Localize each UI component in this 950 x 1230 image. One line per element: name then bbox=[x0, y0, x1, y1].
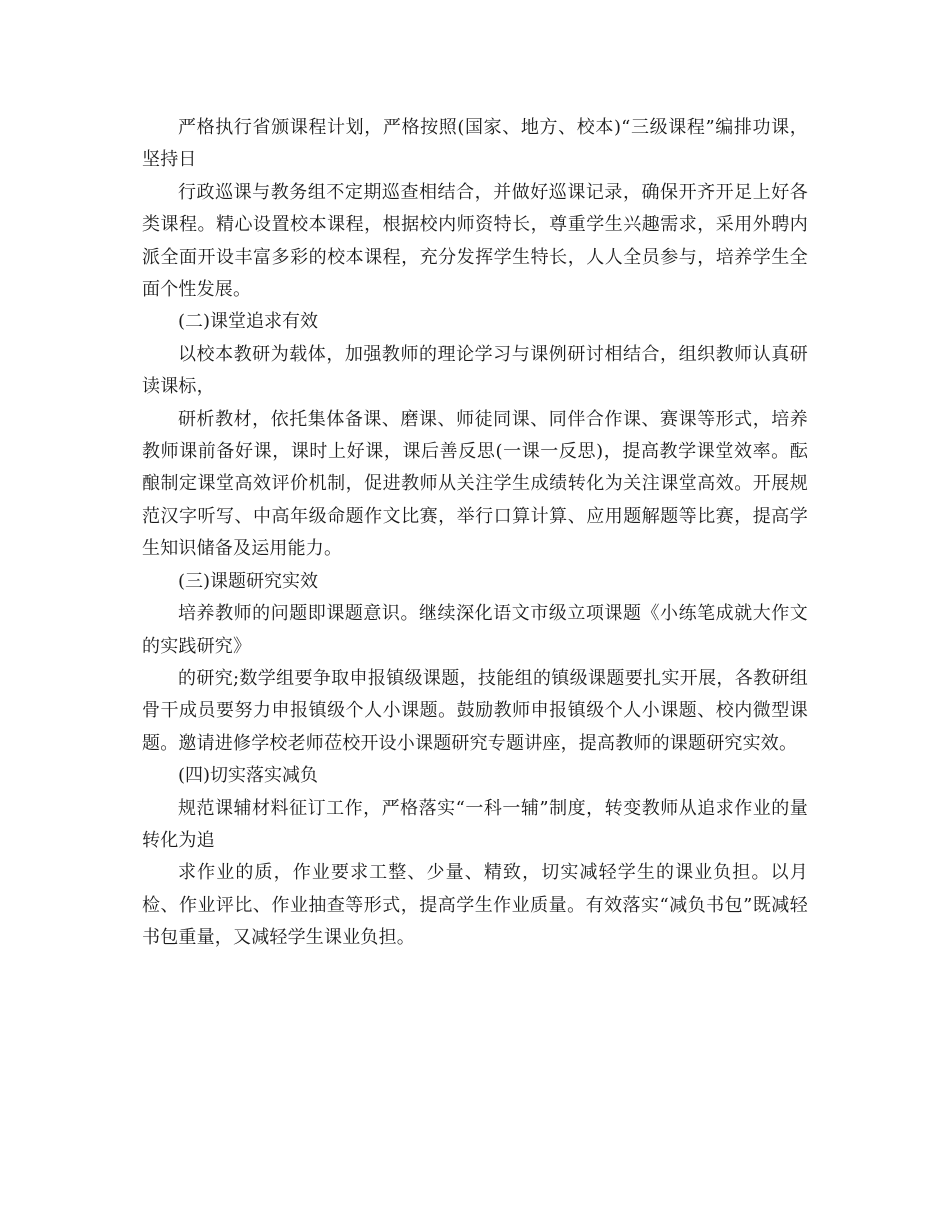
paragraph-curriculum-plan: 严格执行省颁课程计划，严格按照(国家、地方、校本)“三级课程”编排功课，坚持日 bbox=[142, 117, 808, 171]
paragraph-research-projects: 的研究;数学组要争取申报镇级课题，技能组的镇级课题要扎实开展，各教研组骨干成员要努力申报镇级个人小课题。鼓励教师申报镇级个人小课题、校内微型课题。邀请进修学校老师莅校开设小课题研究专题讲座，提高教师的课题研究实效。 bbox=[142, 667, 808, 754]
section-heading-research: (三)课题研究实效 bbox=[178, 570, 319, 592]
paragraph-materials: 规范课辅材料征订工作，严格落实“一科一辅”制度，转变教师从追求作业的量转化为追 bbox=[142, 797, 808, 851]
paragraph-homework-quality: 求作业的质，作业要求工整、少量、精致，切实减轻学生的课业负担。以月检、作业评比、作业抽查等形式，提高学生作业质量。有效落实“减负书包”既减轻书包重量，又减轻学生课业负担。 bbox=[142, 862, 808, 949]
section-heading-classroom: (二)课堂追求有效 bbox=[178, 311, 319, 333]
document-page bbox=[142, 112, 808, 955]
paragraph-lesson-study: 研析教材，依托集体备课、磨课、师徒同课、同伴合作课、赛课等形式，培养教师课前备好课，课时上好课，课后善反思(一课一反思)，提高教学课堂效率。酝酿制定课堂高效评价机制，促进教师从关注学生成绩转化为关注课堂高效。开展规范汉字听写、中高年级命题作文比赛，举行口算计算、应用题解题等比赛，提高学生知识储备及运用能力。 bbox=[142, 408, 808, 560]
paragraph-teaching-research: 以校本教研为载体，加强教师的理论学习与课例研讨相结合，组织教师认真研读课标， bbox=[142, 343, 808, 398]
paragraph-research-awareness: 培养教师的问题即课题意识。继续深化语文市级立项课题《小练笔成就大作文的实践研究》 bbox=[142, 603, 808, 657]
section-heading-burden: (四)切实落实减负 bbox=[178, 765, 319, 787]
paragraph-inspection: 行政巡课与教务组不定期巡查相结合，并做好巡课记录，确保开齐开足上好各类课程。精心设置校本课程，根据校内师资特长，尊重学生兴趣需求，采用外聘内派全面开设丰富多彩的校本课程，充分发挥学生特长，人人全员参与，培养学生全面个性发展。 bbox=[142, 181, 808, 301]
